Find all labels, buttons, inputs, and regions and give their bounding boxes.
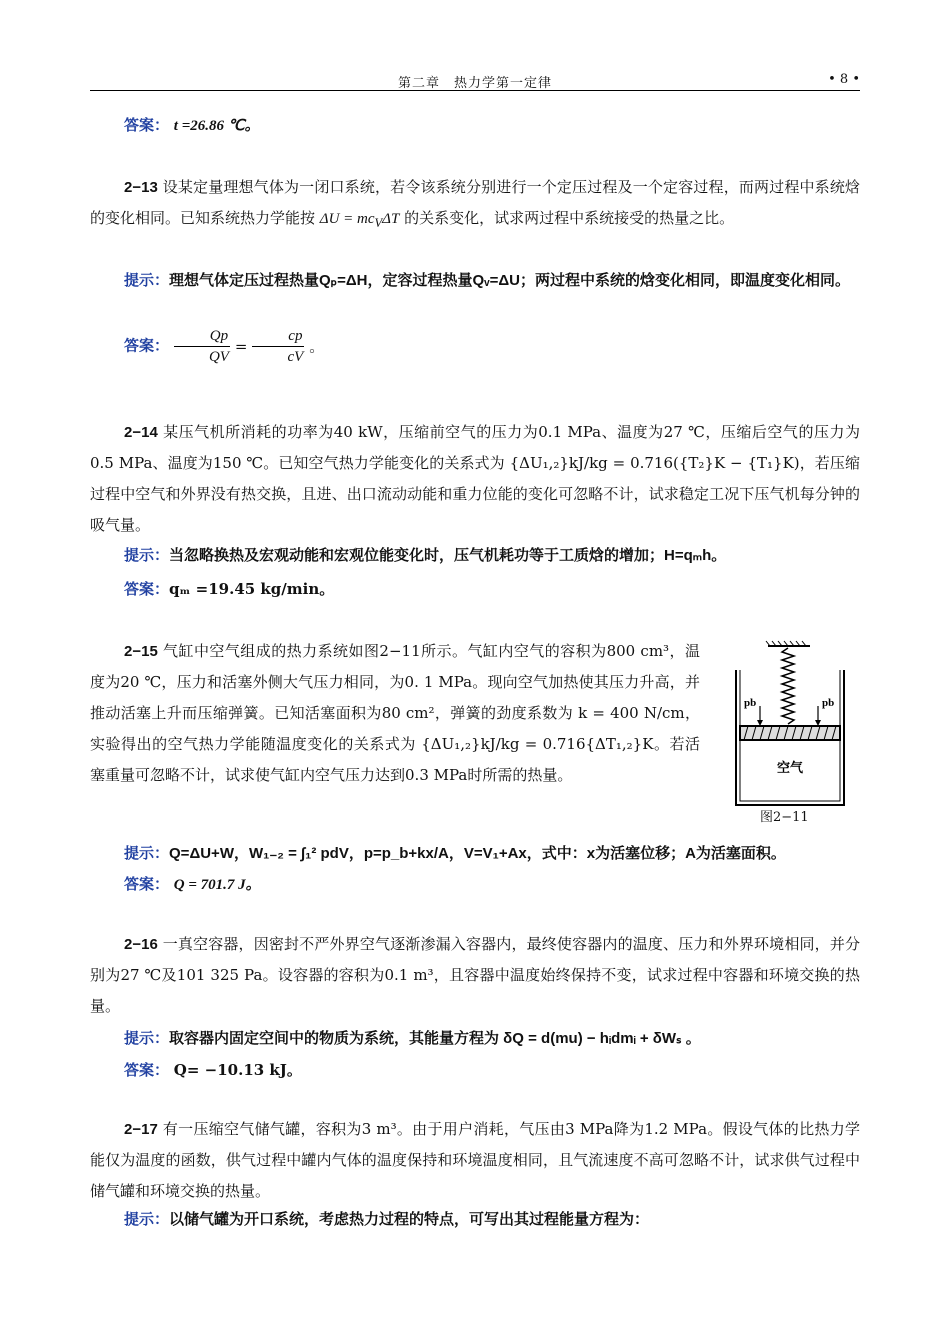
hint-label: 提示： — [124, 272, 170, 289]
answer-text: Q= −10.13 kJ。 — [173, 1061, 302, 1079]
answer-2-12 — [90, 110, 860, 142]
answer-2-16 — [90, 1055, 860, 1086]
hint-label: 提示： — [124, 1030, 170, 1047]
air-label: 空气 — [776, 761, 804, 776]
hint-text: 以储气罐为开口系统，考虑热力过程的特点，可写出其过程能量方程为： — [169, 1211, 650, 1228]
figure-caption: 图2−11 — [760, 810, 809, 825]
fraction-c: $\frac{cp}{cV}$ — [252, 326, 304, 367]
answer-text: Q = 701.7 J。 — [173, 877, 261, 893]
problem-number: 2−14 — [124, 424, 158, 441]
problem-text: 一真空容器，因密封不严外界空气逐渐渗漏入容器内，最终使容器内的温度、压力和外界环境相同，并分别为27 ℃及101 325 Pa。设容器的容积为0.1 m³，且容器中温度始终保持不变，试求过程中容器和环境交换的热量。 — [90, 935, 860, 1015]
problem-2-16 — [90, 929, 860, 1022]
hint-2-13 — [90, 265, 860, 296]
answer-2-13: 答案： $\frac{Qp}{QV}$ = $\frac{cp}{cV}$ 。 — [124, 328, 325, 365]
hint-text: Q=ΔU+W，W₁₋₂ = ∫₁² pdV，p=p_b+kx/A，V=V₁+Ax，式中：x为活塞位移；A为活塞面积。 — [169, 845, 786, 862]
page-number: • 8 • — [828, 72, 860, 87]
pb-label-right: pb — [822, 697, 835, 709]
problem-text: 有一压缩空气储气罐，容积为3 m³。由于用户消耗，气压由3 MPa降为1.2 MPa。假设气体的比热力学能仅为温度的函数，供气过程中罐内气体的温度保持和环境温度相同，且气流速度不高可忽略不计，试求供气过程中储气罐和环境交换的热量。 — [90, 1120, 860, 1200]
problem-text: 设某定量理想气体为一闭口系统，若令该系统分别进行一个定压过程及一个定容过程，而两过程中系统焓的变化相同。已知系统热力学能按 — [90, 178, 860, 227]
problem-number: 2−13 — [124, 179, 158, 196]
hint-text: 当忽略换热及宏观动能和宏观位能变化时，压气机耗功等于工质焓的增加；H=qₘh。 — [169, 547, 727, 564]
hint-2-16 — [90, 1023, 860, 1054]
problem-2-13 — [90, 172, 860, 239]
chapter-title: 第二章 热力学第一定律 — [397, 76, 552, 91]
hint-2-15 — [90, 838, 860, 869]
cylinder-diagram — [730, 640, 850, 810]
formula: $\Delta U = mc_V\Delta T$ — [319, 211, 400, 230]
answer-text: t =26.86 ℃。 — [173, 118, 260, 134]
problem-number: 2−16 — [124, 936, 158, 953]
answer-label: 答案： — [124, 337, 170, 355]
hint-2-17 — [90, 1204, 860, 1235]
fraction-q: $\frac{Qp}{QV}$ — [174, 326, 230, 367]
hint-text: 取容器内固定空间中的物质为系统，其能量方程为 δQ = d(mu) − hᵢdmᵢ + δWₛ 。 — [169, 1030, 701, 1047]
problem-text-end: 的关系变化，试求两过程中系统接受的热量之比。 — [399, 209, 735, 227]
answer-2-14 — [90, 574, 860, 605]
problem-number: 2−15 — [124, 643, 158, 660]
problem-2-15 — [90, 636, 700, 791]
page-header — [90, 72, 860, 91]
answer-label: 答案： — [124, 1062, 170, 1079]
hint-label: 提示： — [124, 547, 170, 564]
answer-2-15 — [90, 869, 860, 901]
problem-number: 2−17 — [124, 1121, 158, 1138]
problem-text: 某压气机所消耗的功率为40 kW，压缩前空气的压力为0.1 MPa、温度为27 ℃，压缩后空气的压力为0.5 MPa、温度为150 ℃。已知空气热力学能变化的关系式为 {ΔU₁,₂}kJ/kg = 0.716({T₂}K − {T₁}K)，若压缩过程中空气和外界没有热交换，且进、出口流动动能和重力位能的变化可忽略不计，试求稳定工况下压气机每分钟的吸气量。 — [90, 423, 860, 534]
cylinder-figure — [730, 640, 850, 810]
answer-label: 答案： — [124, 876, 170, 893]
hint-label: 提示： — [124, 1211, 170, 1228]
hint-2-14 — [90, 540, 860, 571]
answer-text: qₘ =19.45 kg/min。 — [169, 580, 335, 598]
answer-label: 答案： — [124, 581, 170, 598]
hint-text: 理想气体定压过程热量Qₚ=ΔH，定容过程热量Qᵥ=ΔU；两过程中系统的焓变化相同，即温度变化相同。 — [169, 272, 850, 289]
hint-label: 提示： — [124, 845, 170, 862]
problem-text: 气缸中空气组成的热力系统如图2−11所示。气缸内空气的容积为800 cm³，温度为20 ℃，压力和活塞外侧大气压力相同，为0. 1 MPa。现向空气加热使其压力升高，并推动活塞上升而压缩弹簧。已知活塞面积为80 cm²，弹簧的劲度系数为 k = 400 N/cm，实验得出的空气热力学能随温度变化的关系式为 {ΔU₁,₂}kJ/kg = 0.716{ΔT₁,₂}K。若活塞重量可忽略不计，试求使气缸内空气压力达到0.3 MPa时所需的热量。 — [90, 642, 700, 784]
answer-label: 答案： — [124, 117, 170, 134]
problem-2-17 — [90, 1114, 860, 1207]
pb-label-left: pb — [744, 697, 757, 709]
problem-2-14 — [90, 417, 860, 541]
